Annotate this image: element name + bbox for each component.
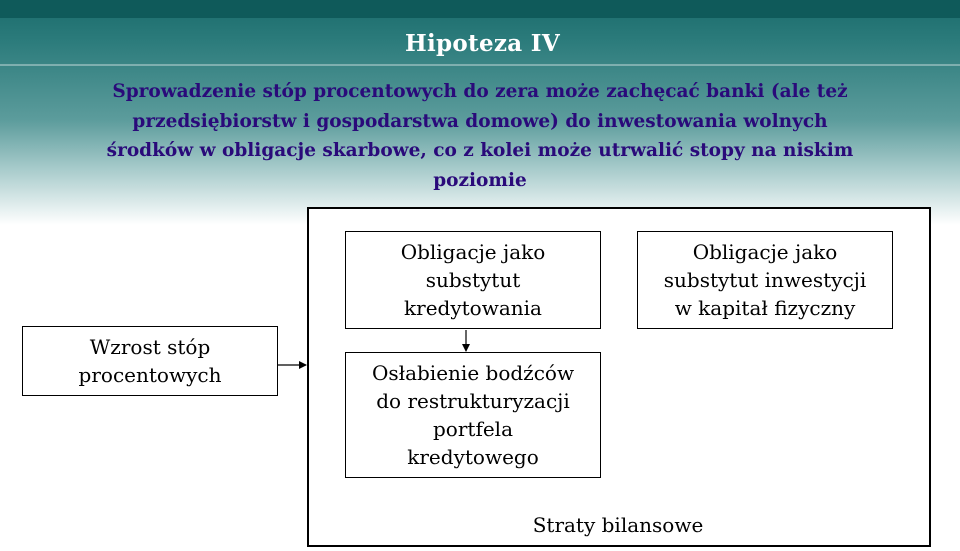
balance-losses-label: Straty bilansowe [532,513,704,537]
weakened-line-1: Osłabienie bodźców [371,361,575,385]
bonds-credit-line-1: Obligacje jako [400,240,546,264]
rate-increase-line-1: Wzrost stóp [89,335,211,359]
weakened-line-2: do restrukturyzacji [376,389,570,413]
thesis-line-1: Sprowadzenie stóp procentowych do zera może zachęcać banki (ale też [112,81,848,102]
bonds-credit-line-2: substytut [425,268,521,292]
weakened-line-3: portfela [433,417,513,441]
bonds-physical-line-1: Obligacje jako [692,240,838,264]
thesis-line-3: środków w obligacje skarbowe, co z kolei może utrwalić stopy na niskim [106,140,854,161]
thesis-line-4: poziomie [433,169,527,191]
thesis-line-2: przedsiębiorstw i gospodarstwa domowe) do inwestowania wolnych [132,110,828,132]
slide-title: Hipoteza IV [404,30,560,57]
bonds-physical-line-2: substytut inwestycji [663,268,867,292]
bonds-physical-line-3: w kapitał fizyczny [674,296,856,320]
weakened-line-4: kredytowego [407,445,539,469]
bonds-credit-line-3: kredytowania [404,296,542,320]
rate-increase-line-2: procentowych [78,363,222,387]
